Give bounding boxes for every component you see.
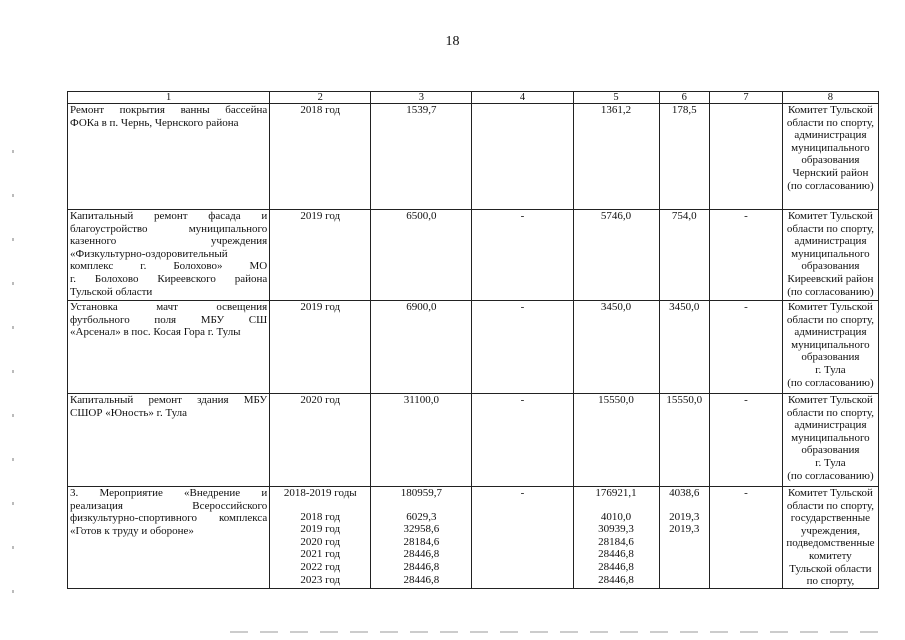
resp-line: области по спорту, xyxy=(786,406,874,419)
resp-line: образования xyxy=(801,444,860,457)
federal-amount xyxy=(472,104,573,210)
name-line: футбольного поля МБУ СШ xyxy=(70,313,268,326)
name-line: «Физкультурно-оздоровительный xyxy=(70,247,228,260)
amount-line: 30939,3 xyxy=(598,523,634,536)
amount-line: 28446,8 xyxy=(598,573,634,586)
other-amount: - xyxy=(710,394,783,487)
resp-line: государственные xyxy=(790,512,871,525)
local-amount: 178,5 xyxy=(659,104,710,210)
other-amount: - xyxy=(710,301,783,394)
regional-amount: 3450,0 xyxy=(573,301,659,394)
amount-line: 6029,3 xyxy=(406,510,437,523)
resp-line: администрация xyxy=(794,235,867,248)
name-line: ФОКа в п. Чернь, Чернского района xyxy=(70,116,239,129)
resp-line: г. Тула xyxy=(815,363,846,376)
resp-line: области по спорту, xyxy=(786,499,874,512)
header-col-5: 5 xyxy=(573,92,659,104)
year-line: 2020 год xyxy=(300,535,341,548)
year-line: 2019 год xyxy=(300,523,341,536)
header-col-1: 1 xyxy=(68,92,270,104)
resp-line: по спорту, xyxy=(806,575,855,588)
period: 2018 год xyxy=(270,104,371,210)
amount-line: 28446,8 xyxy=(598,548,634,561)
name-line: реализация Всероссийского xyxy=(70,499,268,512)
amount-line: 28184,6 xyxy=(403,535,440,548)
resp-line: Чернский район xyxy=(792,166,869,179)
amount-total: 180959,7 xyxy=(400,487,443,499)
header-col-7: 7 xyxy=(710,92,783,104)
resp-line: образования xyxy=(801,154,860,167)
table-row xyxy=(68,104,879,210)
amount-line: 32958,6 xyxy=(403,523,440,536)
federal-amount: - xyxy=(472,394,573,487)
resp-line: администрация xyxy=(794,326,867,339)
regional-amount: 5746,0 xyxy=(573,210,659,301)
name-line: Тульской области xyxy=(70,285,153,298)
name-line: комплекс г. Болохово» МО xyxy=(70,260,268,273)
resp-line: (по согласованию) xyxy=(787,179,874,192)
resp-line: (по согласованию) xyxy=(787,285,874,298)
resp-line: образования xyxy=(801,351,860,364)
total-amount xyxy=(371,487,472,589)
total-amount: 1539,7 xyxy=(371,104,472,210)
other-amount xyxy=(710,104,783,210)
period xyxy=(270,487,371,589)
amount-total: 4038,6 xyxy=(669,487,700,499)
resp-line: Тульской области xyxy=(789,562,872,575)
regional-amount: 15550,0 xyxy=(573,394,659,487)
local-amount: 3450,0 xyxy=(659,301,710,394)
resp-line: администрация xyxy=(794,419,867,432)
resp-line: Комитет Тульской xyxy=(787,301,873,313)
resp-line: муниципального xyxy=(791,247,870,260)
amount-line: 4010,0 xyxy=(600,510,632,523)
total-amount: 6500,0 xyxy=(371,210,472,301)
header-col-8: 8 xyxy=(782,92,878,104)
amount-line: 2019,3 xyxy=(669,510,700,523)
page-number: 18 xyxy=(445,34,460,49)
amount-line: 28446,8 xyxy=(403,548,440,561)
header-col-2: 2 xyxy=(270,92,371,104)
resp-line: учреждения, xyxy=(800,524,860,537)
period: 2019 год xyxy=(270,210,371,301)
measure-name xyxy=(68,487,270,589)
measure-name xyxy=(68,210,270,301)
resp-line: подведомственные xyxy=(786,537,875,550)
name-line: Ремонт покрытия ванны бассейна xyxy=(70,104,268,116)
header-col-3: 3 xyxy=(371,92,472,104)
header-row xyxy=(68,92,879,104)
period: 2019 год xyxy=(270,301,371,394)
federal-amount: - xyxy=(472,210,573,301)
table-row xyxy=(68,394,879,487)
other-amount: - xyxy=(710,487,783,589)
period: 2020 год xyxy=(270,394,371,487)
resp-line: администрация xyxy=(794,129,867,142)
local-amount xyxy=(659,487,710,589)
other-amount: - xyxy=(710,210,783,301)
name-line: Установка мачт освещения xyxy=(70,301,268,313)
table-row xyxy=(68,210,879,301)
responsible xyxy=(782,394,878,487)
amount-line: 28446,8 xyxy=(403,560,440,573)
resp-line: Комитет Тульской xyxy=(787,487,873,499)
resp-line: муниципального xyxy=(791,141,870,154)
amount-line: 2019,3 xyxy=(669,523,700,536)
name-line: «Арсенал» в пос. Косая Гора г. Тулы xyxy=(70,326,241,339)
responsible xyxy=(782,210,878,301)
table-row xyxy=(68,301,879,394)
name-line: СШОР «Юность» г. Тула xyxy=(70,406,187,419)
regional-amount: 1361,2 xyxy=(573,104,659,210)
amount-line: 28446,8 xyxy=(598,560,634,573)
header-col-6: 6 xyxy=(659,92,710,104)
responsible xyxy=(782,301,878,394)
federal-amount: - xyxy=(472,487,573,589)
resp-line: области по спорту, xyxy=(786,222,874,235)
program-table xyxy=(67,91,879,589)
total-amount: 6900,0 xyxy=(371,301,472,394)
amount-line: 28446,8 xyxy=(403,573,440,586)
local-amount: 15550,0 xyxy=(659,394,710,487)
resp-line: г. Тула xyxy=(815,456,846,469)
scan-artifact-line xyxy=(230,631,880,633)
federal-amount: - xyxy=(472,301,573,394)
local-amount: 754,0 xyxy=(659,210,710,301)
name-line: Капитальный ремонт здания МБУ xyxy=(70,394,268,406)
resp-line: муниципального xyxy=(791,338,870,351)
name-line: Капитальный ремонт фасада и xyxy=(70,210,268,222)
name-line: 3. Мероприятие «Внедрение и xyxy=(70,487,268,499)
amount-total: 176921,1 xyxy=(595,487,637,499)
resp-line: образования xyxy=(801,260,860,273)
resp-line: области по спорту, xyxy=(786,116,874,129)
year-line: 2018 год xyxy=(300,510,341,523)
year-line: 2021 год xyxy=(300,548,341,561)
table-row xyxy=(68,487,879,589)
name-line: казенного учреждения xyxy=(70,235,268,248)
amount-line: 28184,6 xyxy=(598,535,634,548)
resp-line: (по согласованию) xyxy=(787,376,874,389)
responsible xyxy=(782,104,878,210)
binding-marks xyxy=(12,150,14,610)
name-line: благоустройство муниципального xyxy=(70,222,268,235)
resp-line: области по спорту, xyxy=(786,313,874,326)
responsible xyxy=(782,487,878,589)
resp-line: (по согласованию) xyxy=(787,469,874,482)
name-line: г. Болохово Киреевского района xyxy=(70,272,268,285)
year-line: 2023 год xyxy=(300,573,341,586)
measure-name xyxy=(68,104,270,210)
resp-line: Комитет Тульской xyxy=(787,210,873,222)
period-total: 2018-2019 годы xyxy=(283,487,357,499)
total-amount: 31100,0 xyxy=(371,394,472,487)
name-line: физкультурно-спортивного комплекса xyxy=(70,512,268,525)
year-line: 2022 год xyxy=(300,560,341,573)
measure-name xyxy=(68,301,270,394)
measure-name xyxy=(68,394,270,487)
resp-line: Киреевский район xyxy=(787,272,874,285)
resp-line: Комитет Тульской xyxy=(787,394,873,406)
header-col-4: 4 xyxy=(472,92,573,104)
resp-line: муниципального xyxy=(791,431,870,444)
name-line: «Готов к труду и обороне» xyxy=(70,524,194,537)
regional-amount xyxy=(573,487,659,589)
resp-line: Комитет Тульской xyxy=(787,104,873,116)
resp-line: комитету xyxy=(809,549,852,562)
